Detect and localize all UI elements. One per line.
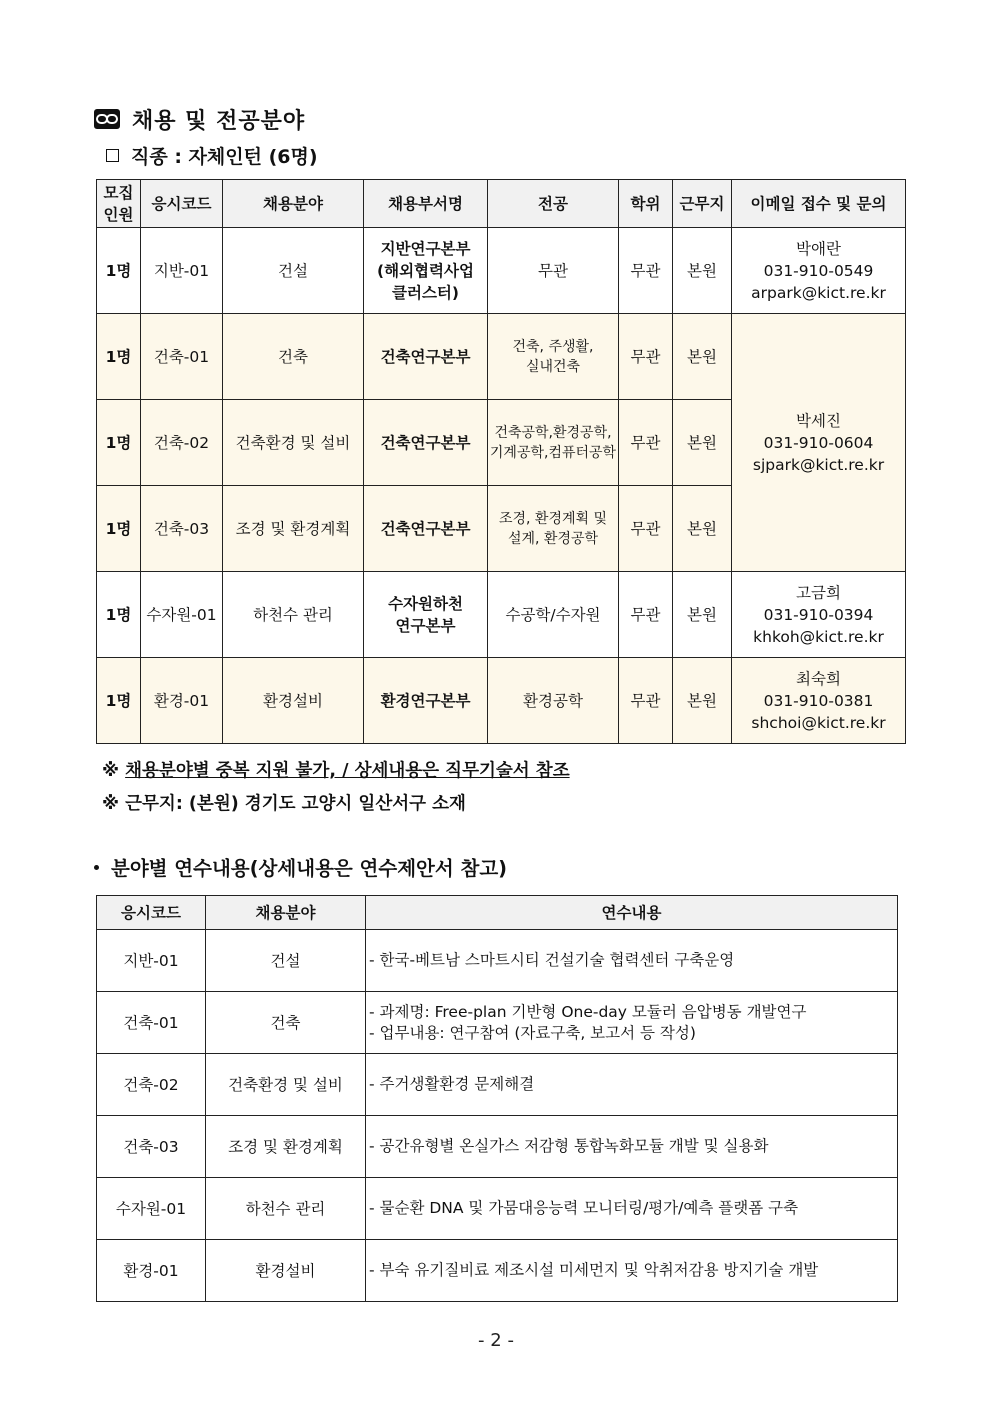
row-degree: 무관: [619, 658, 673, 744]
row-count: 1명: [97, 400, 141, 486]
header-code: 응시코드: [141, 180, 223, 228]
row-code: 환경-01: [141, 658, 223, 744]
header-count: 모집 인원: [97, 180, 141, 228]
row-field: 건축: [223, 314, 364, 400]
row-field: 건설: [206, 930, 366, 992]
training-table: [96, 895, 898, 1302]
row-major: 환경공학: [488, 658, 619, 744]
contact-email[interactable]: shchoi@kict.re.kr: [751, 713, 886, 732]
page-title: 채용 및 전공분야: [132, 108, 306, 134]
table-row: [97, 1116, 898, 1178]
header-contact: 이메일 접수 및 문의: [732, 180, 906, 228]
row-field: 건축: [206, 992, 366, 1054]
table-row: [97, 572, 906, 658]
header-code: 응시코드: [97, 896, 206, 930]
table-row: [97, 658, 906, 744]
row-content: - 주거생활환경 문제해결: [366, 1054, 898, 1116]
row-major: 조경, 환경계획 및 설계, 환경공학: [488, 486, 619, 572]
contact-email[interactable]: sjpark@kict.re.kr: [752, 455, 885, 474]
page-number: - 2 -: [478, 1330, 514, 1351]
row-dept: 수자원하천 연구본부: [364, 572, 488, 658]
row-contact: 고금희 031-910-0394 khkoh@kict.re.kr: [732, 572, 906, 658]
row-code: 환경-01: [97, 1240, 206, 1302]
training-title: 분야별 연수내용(상세내용은 연수제안서 참고): [111, 857, 508, 880]
row-major: 수공학/수자원: [488, 572, 619, 658]
row-dept: 환경연구본부: [364, 658, 488, 744]
row-count: 1명: [97, 572, 141, 658]
table-row: [97, 930, 898, 992]
table-row: [97, 228, 906, 314]
row-location: 본원: [673, 658, 732, 744]
header-major: 전공: [488, 180, 619, 228]
row-count: 1명: [97, 314, 141, 400]
row-code: 건축-01: [141, 314, 223, 400]
row-field: 하천수 관리: [206, 1178, 366, 1240]
row-dept: 건축연구본부: [364, 486, 488, 572]
row-location: 본원: [673, 486, 732, 572]
row-degree: 무관: [619, 314, 673, 400]
row-content: - 공간유형별 온실가스 저감형 통합녹화모듈 개발 및 실용화: [366, 1116, 898, 1178]
row-code: 건축-02: [141, 400, 223, 486]
row-major: 건축공학,환경공학, 기계공학,컴퓨터공학: [488, 400, 619, 486]
row-content: - 물순환 DNA 및 가뭄대응능력 모니터링/평가/예측 플랫폼 구축: [366, 1178, 898, 1240]
job-type-heading: [106, 142, 318, 168]
row-content: - 과제명: Free-plan 기반형 One-day 모듈러 음압병동 개발연구 - 업무내용: 연구참여 (자료구축, 보고서 등 작성): [366, 992, 898, 1054]
header-dept: 채용부서명: [364, 180, 488, 228]
row-code: 건축-03: [141, 486, 223, 572]
note-duplicate: ※ 채용분야별 중복 지원 불가, / 상세내용은 직무기술서 참조: [102, 761, 570, 781]
table-row: [97, 1178, 898, 1240]
recruit-table: [96, 179, 906, 744]
row-degree: 무관: [619, 400, 673, 486]
row-count: 1명: [97, 658, 141, 744]
row-location: 본원: [673, 572, 732, 658]
bullet-icon: [94, 865, 99, 870]
table-row: [97, 1240, 898, 1302]
table-row: [97, 314, 906, 400]
row-major: 건축, 주생활, 실내건축: [488, 314, 619, 400]
header-field: 채용분야: [206, 896, 366, 930]
row-code: 건축-02: [97, 1054, 206, 1116]
row-dept: 건축연구본부: [364, 400, 488, 486]
training-heading: [94, 853, 507, 881]
row-location: 본원: [673, 400, 732, 486]
contact-email[interactable]: khkoh@kict.re.kr: [753, 627, 884, 646]
table-row: [97, 1054, 898, 1116]
row-code: 수자원-01: [97, 1178, 206, 1240]
training-header-row: [97, 896, 898, 930]
note-location: ※ 근무지: (본원) 경기도 고양시 일산서구 소재: [102, 794, 466, 814]
row-degree: 무관: [619, 572, 673, 658]
job-type-label: 직종 : 자체인턴 (6명): [131, 145, 318, 168]
row-code: 지반-01: [141, 228, 223, 314]
row-contact: 최숙희 031-910-0381 shchoi@kict.re.kr: [732, 658, 906, 744]
row-field: 환경설비: [223, 658, 364, 744]
section-title: [94, 103, 305, 135]
row-field: 건축환경 및 설비: [206, 1054, 366, 1116]
row-code: 수자원-01: [141, 572, 223, 658]
row-contact: 박세진 031-910-0604 sjpark@kict.re.kr: [732, 314, 906, 572]
row-code: 지반-01: [97, 930, 206, 992]
row-field: 건축환경 및 설비: [223, 400, 364, 486]
row-contact: 박애란 031-910-0549 arpark@kict.re.kr: [732, 228, 906, 314]
header-content: 연수내용: [366, 896, 898, 930]
row-dept: 건축연구본부: [364, 314, 488, 400]
row-count: 1명: [97, 486, 141, 572]
row-location: 본원: [673, 228, 732, 314]
row-code: 건축-03: [97, 1116, 206, 1178]
row-location: 본원: [673, 314, 732, 400]
row-field: 조경 및 환경계획: [206, 1116, 366, 1178]
row-field: 건설: [223, 228, 364, 314]
recruit-header-row: [97, 180, 906, 228]
contact-email[interactable]: arpark@kict.re.kr: [751, 283, 886, 302]
row-major: 무관: [488, 228, 619, 314]
row-degree: 무관: [619, 486, 673, 572]
header-field: 채용분야: [223, 180, 364, 228]
row-field: 하천수 관리: [223, 572, 364, 658]
table-row: [97, 992, 898, 1054]
row-dept: 지반연구본부 (해외협력사업 클러스터): [364, 228, 488, 314]
header-degree: 학위: [619, 180, 673, 228]
row-field: 환경설비: [206, 1240, 366, 1302]
row-field: 조경 및 환경계획: [223, 486, 364, 572]
row-content: - 한국-베트남 스마트시티 건설기술 협력센터 구축운영: [366, 930, 898, 992]
link-icon: [94, 109, 120, 129]
row-degree: 무관: [619, 228, 673, 314]
row-count: 1명: [97, 228, 141, 314]
row-content: - 부숙 유기질비료 제조시설 미세먼지 및 악취저감용 방지기술 개발: [366, 1240, 898, 1302]
header-location: 근무지: [673, 180, 732, 228]
row-code: 건축-01: [97, 992, 206, 1054]
square-bullet-icon: [106, 149, 119, 162]
